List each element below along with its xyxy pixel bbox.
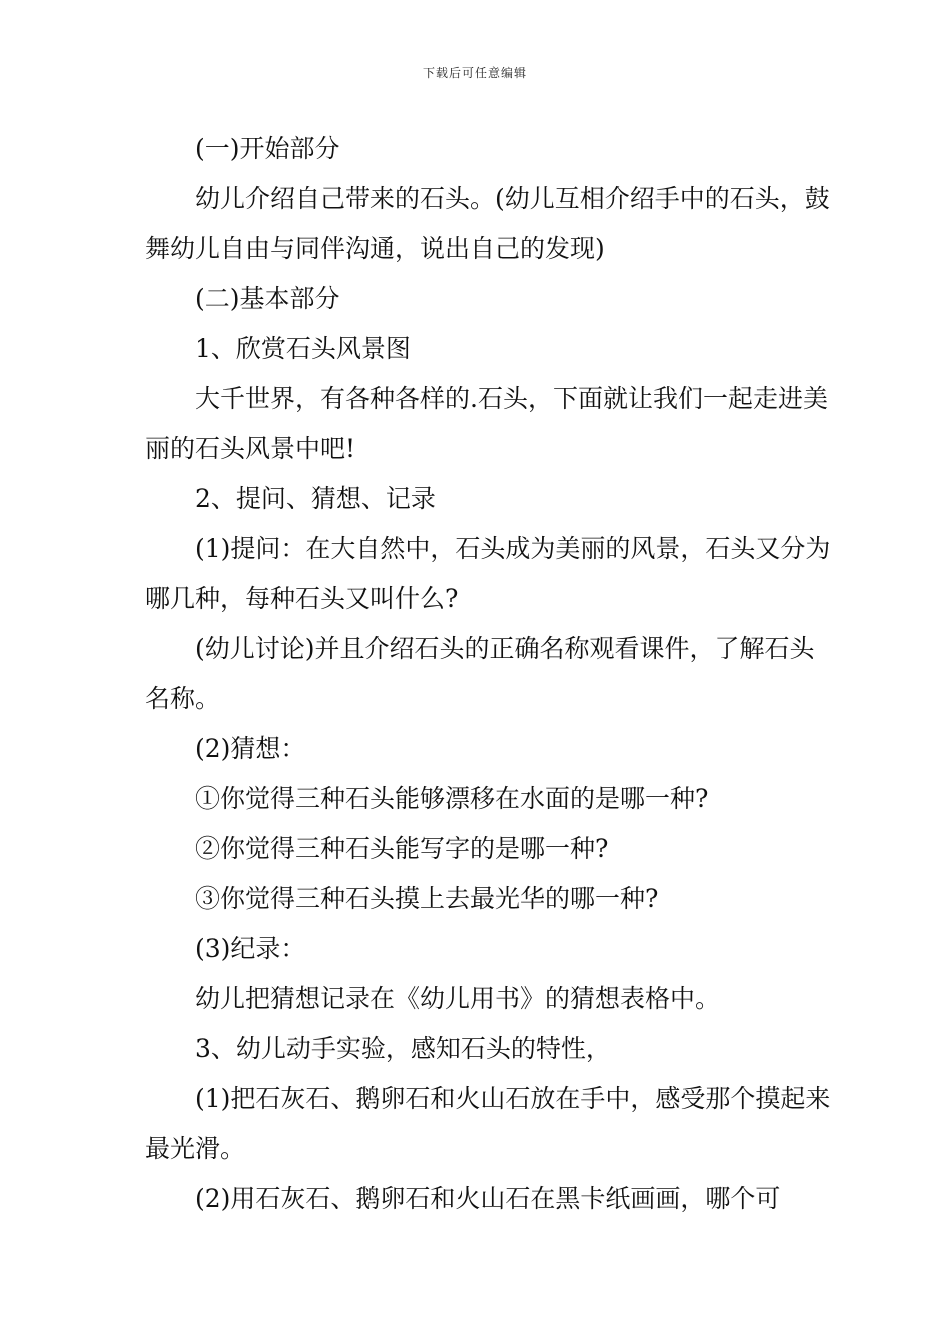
paragraph: (幼儿讨论)并且介绍石头的正确名称观看课件，了解石头名称。 <box>145 634 815 713</box>
section-heading-basic: (二)基本部分 <box>195 284 340 313</box>
section-heading-start: (一)开始部分 <box>195 134 340 163</box>
document-body <box>145 124 835 1224</box>
paragraph: 大千世界，有各种各样的.石头，下面就让我们一起走进美丽的石头风景中吧! <box>145 384 828 463</box>
list-item: ①你觉得三种石头能够漂移在水面的是哪一种? <box>195 784 709 813</box>
step-heading-3: 3、幼儿动手实验，感知石头的特性， <box>195 1034 611 1063</box>
list-item: ②你觉得三种石头能写字的是哪一种? <box>195 834 609 863</box>
sub-heading-guess: (2)猜想： <box>195 734 306 763</box>
paragraph: (1)提问：在大自然中，石头成为美丽的风景，石头又分为哪几种，每种石头又叫什么? <box>145 534 831 613</box>
step-heading-2: 2、提问、猜想、记录 <box>195 484 436 513</box>
paragraph: 幼儿把猜想记录在《幼儿用书》的猜想表格中。 <box>195 984 721 1013</box>
paragraph: (1)把石灰石、鹅卵石和火山石放在手中，感受那个摸起来最光滑。 <box>145 1084 831 1163</box>
sub-heading-record: (3)纪录： <box>195 934 306 963</box>
paragraph: 幼儿介绍自己带来的石头。(幼儿互相介绍手中的石头，鼓舞幼儿自由与同伴沟通，说出自己的发现) <box>145 184 830 263</box>
list-item: ③你觉得三种石头摸上去最光华的哪一种? <box>195 884 659 913</box>
step-heading-1: 1、欣赏石头风景图 <box>195 334 411 363</box>
header-note: 下载后可任意编辑 <box>422 66 527 80</box>
paragraph: (2)用石灰石、鹅卵石和火山石在黑卡纸画画，哪个可 <box>195 1184 781 1213</box>
